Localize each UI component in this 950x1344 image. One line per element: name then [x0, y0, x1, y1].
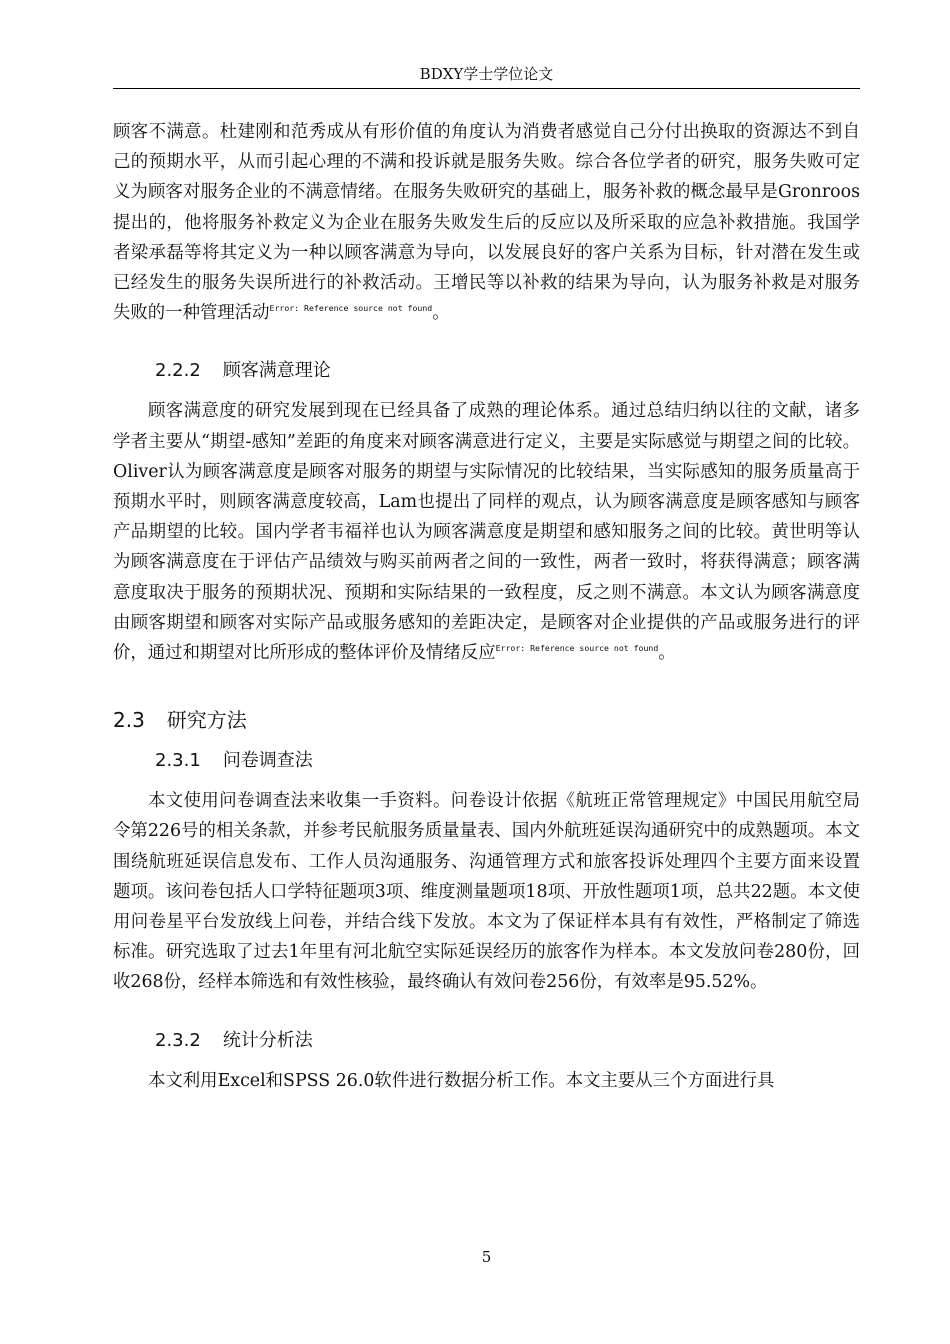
paragraph-customer-satisfaction [113, 396, 860, 668]
heading-number: 2.3.1 [155, 750, 201, 772]
header-rule [113, 88, 860, 89]
paragraph-text: 顾客不满意。杜建刚和范秀成从有形价值的角度认为消费者感觉自己分付出换取的资源达不到自己的预期水平，从而引起心理的不满和投诉就是服务失败。综合各位学者的研究，服务失败可定义为顾客对服务企业的不满意情绪。在服务失败研究的基础上，服务补救的概念最早是Gronroos提出的，他将服务补救定义为企业在服务失败发生后的反应以及所采取的应急补救措施。我国学者梁承磊等将其定义为一种以顾客满意为导向，以发展良好的客户关系为目标，针对潜在发生或已经发生的服务失误所进行的补救活动。王增民等以补救的结果为导向，认为服务补救是对服务失败的一种管理活动 [113, 122, 860, 324]
heading-title: 统计分析法 [222, 1029, 313, 1051]
paragraph-text: 顾客满意度的研究发展到现在已经具备了成熟的理论体系。通过总结归纳以往的文献，诸多学者主要从“期望-感知”差距的角度来对顾客满意进行定义，主要是实际感觉与期望之间的比较。Oliver认为顾客满意度是顾客对服务的期望与实际情况的比较结果，当实际感知的服务质量高于预期水平时，则顾客满意度较高，Lam也提出了同样的观点，认为顾客满意度是顾客感知与顾客产品期望的比较。国内学者韦福祥也认为顾客满意度是期望和感知服务之间的比较。黄世明等认为顾客满意度在于评估产品绩效与购买前两者之间的一致性，两者一致时，将获得满意；顾客满意度取决于服务的预期状况、预期和实际结果的一致程度，反之则不满意。本文认为顾客满意度由顾客期望和顾客对实际产品或服务感知的差距决定，是顾客对企业提供的产品或服务进行的评价，通过和期望对比所形成的整体评价及情绪反应 [113, 401, 860, 664]
heading-number: 2.2.2 [155, 360, 201, 382]
paragraph-text: 本文使用问卷调查法来收集一手资料。问卷设计依据《航班正常管理规定》中国民用航空局令第226号的相关条款，并参考民航服务质量量表、国内外航班延误沟通研究中的成熟题项。本文围绕航班延误信息发布、工作人员沟通服务、沟通管理方式和旅客投诉处理四个主要方面来设置题项。该问卷包括人口学特征题项3项、维度测量题项18项、开放性题项1项，总共22题。本文使用问卷星平台发放线上问卷，并结合线下发放。本文为了保证样本具有有效性，严格制定了筛选标准。研究选取了过去1年里有河北航空实际延误经历的旅客作为样本。本文发放问卷280份，回收268份，经样本筛选和有效性核验，最终确认有效问卷256份，有效率是95.52%。 [113, 791, 860, 993]
heading-2-3 [113, 704, 860, 736]
running-header: BDXY学士学位论文 [419, 65, 554, 83]
page-number: 5 [481, 1248, 492, 1266]
heading-title: 问卷调查法 [222, 750, 313, 772]
paragraph-end: 。 [432, 303, 450, 324]
heading-title: 顾客满意理论 [222, 360, 331, 382]
reference-error-marker: Error: Reference source not found [269, 303, 433, 314]
paragraph-end: 。 [658, 643, 676, 664]
heading-number: 2.3 [113, 708, 145, 733]
paragraph-questionnaire [113, 786, 860, 997]
paragraph-statistical-analysis [113, 1066, 860, 1096]
heading-2-2-2 [113, 356, 860, 386]
paragraph-text: 本文利用Excel和SPSS 26.0软件进行数据分析工作。本文主要从三个方面进行具 [148, 1070, 775, 1091]
reference-error-marker: Error: Reference source not found [495, 643, 659, 654]
heading-2-3-2 [113, 1026, 860, 1056]
page-content [113, 117, 860, 1096]
heading-number: 2.3.2 [155, 1029, 201, 1051]
heading-2-3-1 [113, 746, 860, 776]
heading-title: 研究方法 [166, 708, 247, 733]
paragraph-service-failure [113, 117, 860, 328]
